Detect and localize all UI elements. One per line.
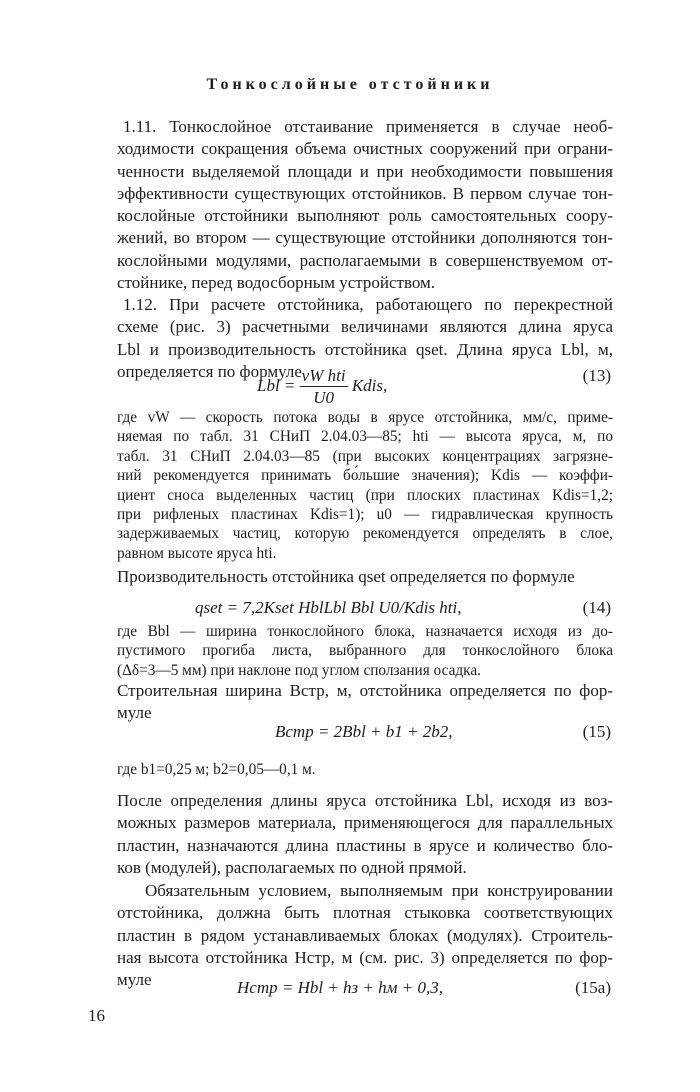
text-line: кослойные отстойники выполняют роль самостоятельных соору-: [117, 206, 613, 226]
paragraph-after-determination: [117, 790, 613, 879]
text-line: (Δδ=3—5 мм) при наклоне под углом сползания осадка.: [117, 661, 481, 679]
formula-15a: [117, 972, 613, 1012]
text-line: равном высоте яруса hti.: [117, 544, 277, 562]
text-line: кослойными модулями, располагаемыми в совершенствуемом от-: [117, 250, 613, 270]
text-line: определяется по формуле: [117, 361, 302, 381]
page-number: 16: [88, 1006, 105, 1025]
text-line: Обязательным условием, выполняемым при конструировании: [145, 881, 613, 900]
text-line: циент сноса выделенных частиц (при плоских пластинах Kdis=1,2;: [117, 486, 613, 504]
formula-13-rhs: Kdis,: [351, 375, 388, 395]
text-line: задерживаемых частиц, которую рекомендуется определять в слое,: [117, 525, 613, 543]
text-line: пустимого прогиба листа, выбранного для тонкослойного блока: [117, 642, 613, 660]
text-line: ний рекомендуется принимать бо́льшие значения); Kdis — коэффи-: [117, 467, 613, 485]
text-line: пластин в рядом устанавливаемых блоках (модулях). Строитель-: [117, 925, 613, 945]
text-line: пластин, назначаются длина пластины в ярусе и количество бло-: [117, 835, 613, 855]
text-line: табл. 31 СНиП 2.04.03—85 (при высоких концентрациях загрязне-: [117, 447, 613, 465]
formula-13-number: (13): [582, 366, 611, 385]
text-line: ков (модулей), располагаемых по одной прямой.: [117, 857, 467, 877]
text-line: Производительность отстойника qset определяется по формуле: [117, 567, 575, 586]
text-line: ченности выделяемой площади и при необходимости повышения: [117, 161, 613, 181]
formula-13-lhs: Lbl =: [257, 375, 296, 395]
formula-13: [117, 352, 613, 407]
text-line: где b1=0,25 м; b2=0,05—0,1 м.: [117, 761, 316, 778]
text-line: ходимости сокращения объема очистных сооружений при ограни-: [117, 139, 613, 159]
text-line: где vW — скорость потока воды в ярусе отстойника, мм/с, приме-: [117, 409, 613, 426]
formula-15: [117, 716, 613, 756]
formula-14-number: (14): [582, 598, 611, 617]
paragraph-1-11: [117, 116, 613, 294]
formula-15a-number: (15а): [575, 978, 611, 997]
text-line: где Bbl — ширина тонкослойного блока, назначается исходя из до-: [117, 623, 613, 640]
text-line: муле: [117, 703, 152, 723]
formula-15a-expression: Hстр = Hbl + hз + hм + 0,3,: [237, 978, 443, 997]
formula-15-expression: Bстр = 2Bbl + b1 + 2b2,: [275, 722, 453, 741]
formula-13-expression: [257, 366, 387, 408]
formula-13-denominator: U0: [313, 388, 334, 407]
text-line: ная высота отстойника Hстр, м (см. рис. 3) определяется по фор-: [117, 947, 613, 967]
text-line: можных размеров материала, применяющегося для параллельных: [117, 813, 613, 833]
text-line: 1.12. При расчете отстойника, работающего по перекрестной: [123, 295, 613, 314]
text-line: стойнике, перед водосборным устройством.: [117, 273, 436, 293]
text-line: Строительная ширина Bстр, м, отстойника определяется по фор-: [117, 681, 613, 700]
text-line: Lbl и производительность отстойника qset. Длина яруса Lbl, м,: [117, 339, 613, 359]
formula-14-expression: qset = 7,2Kset HblLbl Bbl U0/Kdis hti,: [195, 598, 462, 617]
text-line: отстойника, должна быть плотная стыковка соответствующих: [117, 903, 613, 923]
text-line: жений, во втором — существующие отстойники дополняются тон-: [117, 228, 613, 248]
where-clause-14: [117, 622, 613, 680]
formula-13-fraction: [300, 366, 348, 408]
paragraph-productivity: [117, 566, 613, 588]
where-clause-13: [117, 408, 613, 563]
text-line: 1.11. Тонкослойное отстаивание применяется в случае необ-: [123, 117, 613, 136]
text-line: при рифленых пластинах Kdis=1); u0 — гидравлическая крупность: [117, 506, 613, 524]
section-title: Тонкослойные отстойники: [206, 76, 494, 93]
where-clause-15: [117, 760, 613, 779]
formula-15-number: (15): [582, 722, 611, 741]
text-line: эффективности существующих отстойников. В первом случае тон-: [117, 183, 613, 203]
text-line: схеме (рис. 3) расчетными величинами являются длина яруса: [117, 317, 613, 337]
formula-13-numerator: vW hti: [301, 366, 346, 385]
text-line: няемая по табл. 31 СНиП 2.04.03—85; hti — высота яруса, м, по: [117, 428, 613, 446]
text-line: После определения длины яруса отстойника Lbl, исходя из воз-: [117, 791, 613, 810]
text-line: муле: [117, 970, 152, 990]
